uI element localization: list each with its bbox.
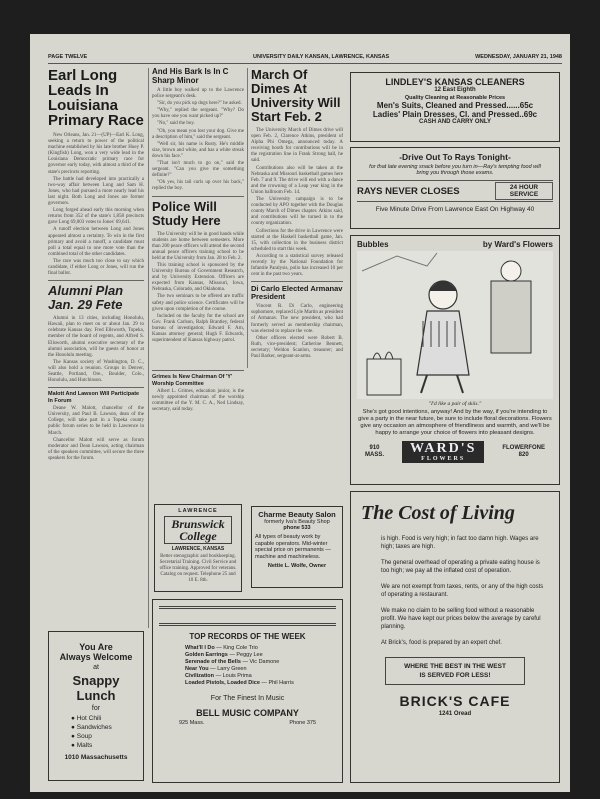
- paragraph: The University will be in good hands while students are home between semesters. More than 200 peace officers will attend the second annual peace officers training school to be held at the University from Jan. 28 to Feb. 2.: [152, 231, 244, 261]
- ad-line: for: [91, 705, 101, 712]
- comic-illustration: [357, 251, 553, 399]
- ad-badge: 24 HOUR SERVICE: [495, 182, 553, 200]
- page-header: [48, 52, 562, 64]
- ad-address: 910 MASS.: [365, 445, 385, 458]
- headline-grimes: Grimes Is New Chairman Of 'Y' Worship Committee: [152, 374, 233, 387]
- paragraph: Included on the faculty for the school are Gov. Frank Carlson, Ralph Brantley, federal bureau of investigation; Edward F. Arn, Kansas attorney general; Hugh F. Edwards, superintendent of Kansas highway patrol.: [152, 313, 244, 344]
- ad-body: Better stenographic and bookkeeping. Secretarial Training. Civil Service and office training. Approved for veterans. Catalog on request. Telephone 25 and 10 E. 8th.: [159, 554, 237, 584]
- article-earl-long: [48, 133, 144, 277]
- ad-address: 1010 Massachusetts: [64, 754, 128, 761]
- article-police: [152, 232, 244, 345]
- article-bark: [152, 88, 244, 193]
- menu-item: ● Hot Chili: [71, 715, 102, 722]
- ad-line: LAWRENCE: [178, 508, 218, 514]
- ad-body: All types of beauty work by capable operators. Mid-winter special price on permanents — machine and machineless.: [255, 534, 331, 560]
- article-malott-lawson: [48, 406, 144, 462]
- ad-line: Quality Cleaning at Reasonable Prices: [404, 95, 506, 101]
- comic-credit: by Ward's Flowers: [482, 240, 553, 249]
- paragraph: is high. Food is very high; in fact too damn high. Wages are high; taxes are high.: [381, 536, 539, 550]
- ad-address: 925 Mass.: [179, 720, 205, 726]
- column-two-lower: [152, 370, 244, 446]
- record-item: Golden Earrings — Peggy Lee: [185, 652, 263, 658]
- ad-address: 1241 Oread: [438, 711, 472, 717]
- ad-line: at: [93, 664, 99, 671]
- newspaper-page: [30, 34, 570, 792]
- ad-line: You Are: [79, 642, 113, 652]
- charme-beauty-ad: [251, 506, 343, 588]
- paragraph: We are not exempt from taxes, rents, or any of the high costs of operating a restaurant.: [381, 584, 544, 598]
- paragraph: We make no claim to be selling food without a reasonable profit. We have kept our prices below the average by careful planning.: [381, 608, 541, 630]
- ad-title: The Cost of Living: [361, 502, 515, 524]
- headline-march-of-dimes: March Of Dimes At University Will Start Feb. 2: [251, 68, 341, 124]
- ad-name: BELL MUSIC COMPANY: [196, 708, 299, 718]
- paragraph: This training school is sponsored by the University Bureau of Government Research, and by University Extension. Officers are expected from Kansas, Missouri, Iowa, Nebraska, Colorado, and Oklahoma.: [152, 262, 244, 293]
- paragraph: "Well sir, his name is Rusty. He's middle size, brown and white, and has a white streak down his face.": [152, 141, 244, 159]
- ad-body: [361, 535, 549, 647]
- headline-di-carlo: Di Carlo Elected Armanav President: [251, 284, 343, 302]
- article-di-carlo: [251, 304, 343, 360]
- record-list: [159, 645, 336, 687]
- article-alumni-plan: [48, 316, 144, 384]
- paragraph: The University March of Dimes drive will open Feb. 2, Clarence Atkins, president of Alpha Phi Omega, announced today. A receiving booth for contributions will be in the registration line in Frank Strong hall, he said.: [251, 128, 343, 164]
- headline-malott-lawson: Malott And Lawson Will Participate In Forum: [48, 391, 140, 404]
- ad-line: Always Welcome: [59, 652, 133, 662]
- column-rule: [148, 68, 149, 628]
- ad-name: Brunswick: [171, 517, 225, 531]
- ad-title: TOP RECORDS OF THE WEEK: [189, 632, 306, 641]
- menu-list: [53, 714, 139, 750]
- paragraph: The general overhead of operating a private eating house is too high; we pay all the inflated cost of operation.: [381, 560, 540, 574]
- ad-row: [357, 180, 553, 202]
- ad-price-line: Ladies' Plain Dresses, Cl. and Pressed..69c: [372, 110, 538, 119]
- ad-phone: Phone 375: [289, 720, 316, 726]
- issue-date: WEDNESDAY, JANUARY 21, 1948: [475, 54, 562, 60]
- menu-item: ● Malts: [71, 742, 93, 749]
- paragraph: Alumni in 13 cities, including Honolulu, Hawaii, plan to meet on or about Jan. 29 to celebrate Kansas day. Fred Ellsworth, Topeka, member of the board of regents, and Alfred S. Ellsworth, alumni executive secretary of the alumni association, will be guests of honor at the Honolulu meeting.: [48, 316, 144, 358]
- paragraph: Long forged ahead early this morning when returns from 352 of the state's 1,858 precincts gave Long 69,003 votes to Jones' 69,641.: [48, 208, 144, 226]
- ad-name: Charme Beauty Salon: [258, 510, 336, 519]
- paragraph: "Why," replied the sergeant. "Why? Do you have one you want picked up?": [152, 108, 244, 120]
- paragraph: Other officers elected were Robert B. Ruth, vice-president; Catherine Bennett, secretary; Weldon Scanlon, treasurer; and Paul Barker, sergeant-at-arms.: [251, 335, 343, 359]
- article-grimes: [152, 389, 244, 413]
- counter: [491, 281, 531, 353]
- paragraph: Chancellor Malott will serve as forum moderator and Dean Lawson, acting chairman of the speakers committee, will secure the three speakers for the forum.: [48, 437, 144, 461]
- paragraph: The Kansas society of Washington, D. C., will also hold a reunion. Groups in Denver, Seattle, Portland, Ore., Boulder, Colo., Honolulu, and Hutchinson.: [48, 359, 144, 384]
- paragraph: According to a statistical survey released recently by the National Foundation for Infantile Paralysis, polio has increased 10 per cent in the past two years.: [251, 253, 343, 278]
- paragraph: At Brick's, food is prepared by an expert chef.: [381, 640, 502, 646]
- paragraph: A little boy walked up to the Lawrence police sergeant's desk.: [152, 88, 244, 100]
- column-rule: [247, 68, 248, 368]
- ad-line: formerly Iva's Beauty Shop: [264, 519, 330, 525]
- record-item: What'll I Do — King Cole Trio: [185, 645, 258, 651]
- menu-item: ● Sandwiches: [71, 724, 112, 731]
- paragraph: Collections for the drive in Lawrence were started at the Haskell basketball game, Jan. 15, with collection in the business district scheduled to start this week.: [251, 228, 343, 252]
- article-march-of-dimes: [251, 128, 343, 278]
- paragraph: The two seminars to be offered are traffic safety and police science. Certificates will be given upon completion of the course.: [152, 294, 244, 312]
- ad-name: LINDLEY'S KANSAS CLEANERS: [385, 77, 525, 87]
- ad-contact: [159, 718, 336, 728]
- record-item: Near You — Larry Green: [185, 666, 247, 672]
- paragraph: "Oh, you mean you lost your dog. Give me a description of him," said the sergeant.: [152, 128, 244, 140]
- ad-slogan: RAYS NEVER CLOSES: [357, 185, 460, 197]
- ad-phone: FLOWERFONE 820: [502, 445, 545, 458]
- wards-logo: WARD'S FLOWERS: [402, 441, 484, 463]
- paper-name: UNIVERSITY DAILY KANSAN, LAWRENCE, KANSAS: [253, 54, 390, 60]
- paragraph: The battle had developed into practically a two-way affair between Long and Sam H. Jones, who had pursued a more nearly lead his last night. Both Long and Jones are former governors.: [48, 176, 144, 207]
- column-one: [48, 68, 144, 626]
- rays-ad: [350, 147, 560, 229]
- clerk-head: [501, 261, 521, 281]
- ad-name: BRICK'S CAFE: [399, 693, 511, 709]
- headline-earl-long: Earl Long Leads In Louisiana Primary Race: [48, 68, 144, 129]
- paragraph: The University campaign is to be conducted by APO together with the Douglas county March of Dimes chapter. Atkins said, and contributions will be turned in to the county organization.: [251, 197, 343, 227]
- paragraph: Vincent R. Di Carlo, engineering sophomore, replaced Lyle Martin as president of Armanav. The new president, who had formerly served as membership chairman, was elected to replace the vote.: [251, 304, 343, 334]
- ad-decoration: [159, 606, 336, 626]
- paragraph: Contributions also will be taken at the Nebraska and Missouri basketball games here Feb. 7 and 9. The drive will end with a dance and the crowning of a Leap year king in the Union ballroom Feb. 14.: [251, 165, 343, 195]
- ad-name: Snappy Lunch: [72, 673, 120, 703]
- record-item: Civilization — Louis Prima: [185, 673, 252, 679]
- paragraph: "Oh yes, his tail curls up over his back," replied the boy.: [152, 180, 244, 192]
- ad-body: for that late evening snack before you turn in—Ray's tempting food will bring you through those exams.: [369, 164, 541, 176]
- brunswick-college-ad: [154, 504, 242, 592]
- ad-footer: [357, 441, 553, 463]
- column-two: [152, 68, 244, 368]
- paragraph: Albert L. Grimes, education junior, is the newly appointed chairman of the worship committee of the Y. M. C. A., Ned Lindsay, secretary, said today.: [152, 389, 244, 413]
- ad-sign: Nettie L. Wolfe, Owner: [267, 563, 327, 569]
- ad-name: College: [179, 529, 217, 543]
- paragraph: "That isn't much to go on," said the sergeant. "Can you give me something definite?": [152, 161, 244, 179]
- record-item: Loaded Pistols, Loaded Dice — Phil Harris: [185, 680, 294, 686]
- ad-tagline: For The Finest In Music: [210, 695, 285, 702]
- ad-logo: [164, 516, 232, 544]
- comic-title: Bubbles: [357, 240, 389, 249]
- ad-line: CASH AND CARRY ONLY: [419, 119, 491, 125]
- paragraph: Deane W. Malott, chancellor of the University, and Paul B. Lawson, dean of the College, will take part in a Topeka county public forum series to be held in Lawrence in March.: [48, 406, 144, 436]
- page-number: PAGE TWELVE: [48, 54, 88, 60]
- headline-bark: And His Bark Is In C Sharp Minor: [152, 68, 229, 85]
- ad-body: She's got good intentions, anyway! And by the way, if you're intending to give a party in the near future, be sure to include floral decorations. Flowers give any occasion an atmosphere of friendliness and warmth, and we'll be happy to arrange your choice of flowers into pleasant designs.: [358, 409, 552, 436]
- paragraph: The race was much too close to say which candidate, if either Long or Jones, will run the final ballot.: [48, 258, 144, 277]
- bell-music-ad: [152, 599, 343, 783]
- ad-title: -Drive Out To Rays Tonight-: [399, 152, 511, 162]
- ad-line: LAWRENCE, KANSAS: [171, 546, 225, 552]
- ad-footer: Five Minute Drive From Lawrence East On Highway 40: [375, 206, 535, 213]
- ad-address: 12 East Eighth: [434, 87, 476, 93]
- ad-slogan: WHERE THE BEST IN THE WEST IS SERVED FOR LESS!: [385, 657, 525, 685]
- record-item: Serenade of the Bells — Vic Damone: [185, 659, 280, 665]
- paragraph: "No," said the boy.: [157, 121, 195, 127]
- lindley-cleaners-ad: [350, 72, 560, 142]
- paragraph: A runoff election between Long and Jones appeared almost a certainty. To win in the first primary and avoid a runoff, a candidate must poll a total equal to one more vote than the combined total of the other candidates.: [48, 227, 144, 257]
- menu-item: ● Soup: [71, 733, 92, 740]
- comic-caption: "I'd like a pair of skiis.": [428, 401, 482, 407]
- paragraph: "Sir, do you pick up dogs here?" he asked.: [157, 101, 242, 107]
- headline-police: Police Will Study Here: [152, 198, 221, 228]
- paragraph: New Orleans, Jan. 21—(UP)—Earl K. Long, seeking a return to power of the political machine established by his late brother Huey P. (Kingfish) Long, won a very wide lead in the Louisiana Democratic primary race for governor early today, with almost a third of the state's precincts reporting.: [48, 133, 144, 175]
- ad-phone: phone 533: [283, 525, 311, 531]
- wards-flowers-ad: [350, 235, 560, 485]
- ad-price-line: Men's Suits, Cleaned and Pressed......65c: [376, 101, 534, 110]
- ad-header: [357, 240, 553, 249]
- headline-alumni-plan: Alumni Plan Jan. 29 Fete: [48, 283, 124, 313]
- column-three: [251, 68, 343, 513]
- bricks-cafe-ad: [350, 491, 560, 783]
- snappy-lunch-ad: [48, 631, 144, 781]
